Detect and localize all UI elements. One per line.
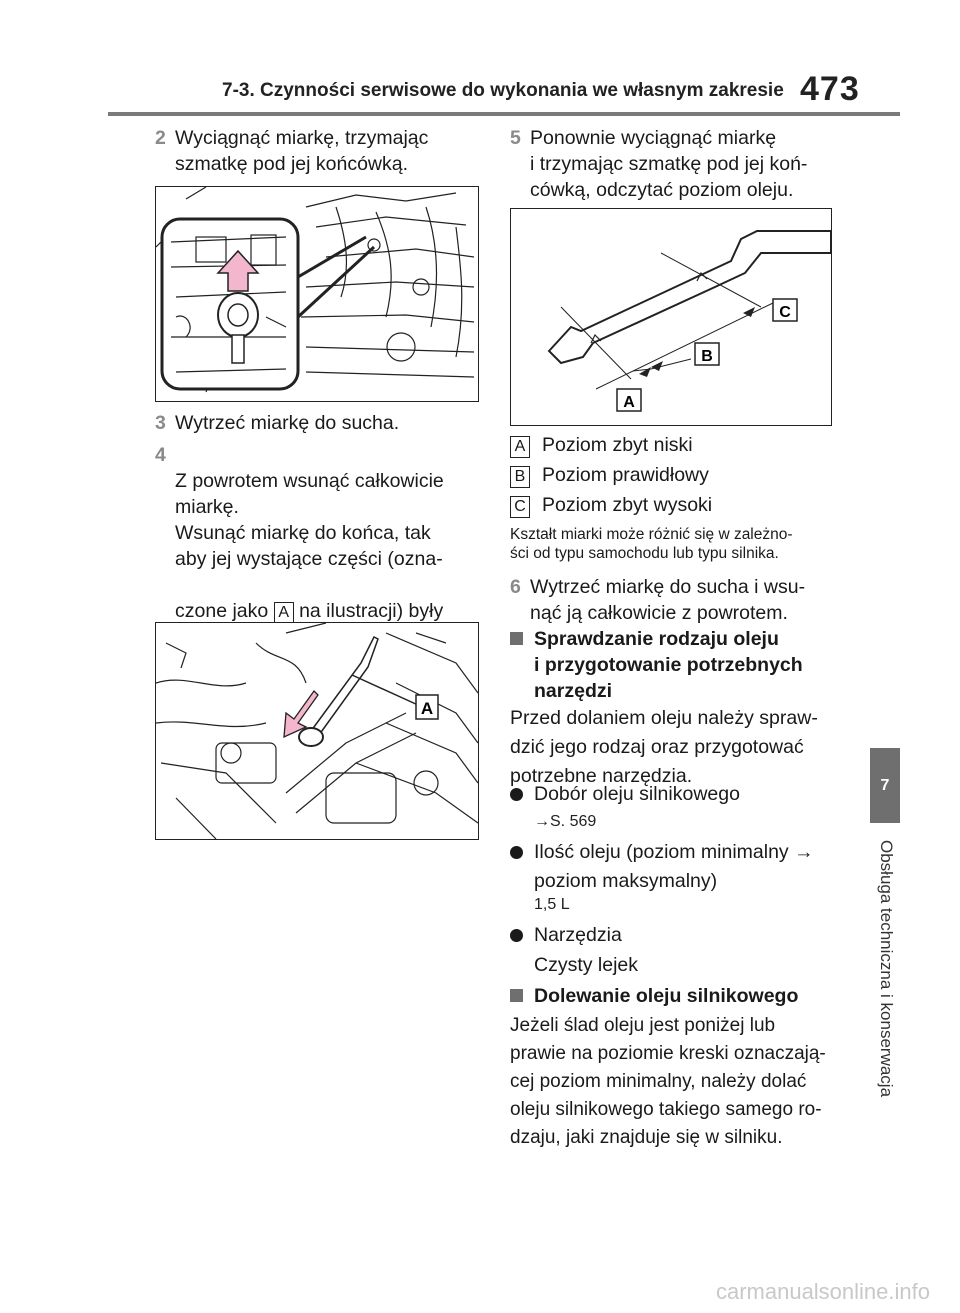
tools-value: Czysty lejek	[534, 954, 639, 976]
bullet-icon	[510, 929, 523, 942]
step-text: Wyciągnąć miarkę, trzymając szmatkę pod jej końcówką.	[175, 127, 429, 175]
legend-item-c	[510, 494, 840, 520]
heading-text: Dolewanie oleju silnikowego	[534, 985, 799, 1007]
legend-text: Poziom zbyt niski	[542, 434, 693, 456]
figure-label-a: A	[623, 394, 635, 411]
dipstick-diagram	[511, 209, 831, 425]
heading-square-icon	[510, 632, 523, 645]
legend-text: Poziom prawidłowy	[542, 464, 709, 486]
oil-quantity-value: 1,5 L	[534, 896, 570, 913]
bullet-text: Ilość oleju (poziom minimalny → poziom maksymalny)	[534, 841, 814, 892]
bullet-text: Dobór oleju silnikowego	[534, 783, 740, 805]
step-text: Z powrotem wsunąć całkowicie miarkę. Wsunąć miarkę do końca, tak aby jej wystające części (ozna-	[175, 470, 444, 570]
step-number: 5	[510, 127, 521, 149]
header-divider	[108, 112, 900, 116]
step-3	[155, 410, 485, 438]
legend-key: A	[510, 436, 530, 458]
step-number: 6	[510, 576, 521, 598]
label-box-a: A	[274, 602, 294, 624]
paragraph-oil-adding: Jeżeli ślad oleju jest poniżej lub prawie na poziomie kreski oznaczają- cej poziom minimalny, należy dolać oleju silnikowego takiego samego ro- dzaju, jaki znajduje się w silniku.	[510, 1015, 826, 1148]
step-6	[510, 574, 840, 630]
figure-label-b: B	[701, 348, 713, 365]
step-number: 4	[155, 444, 166, 466]
step-number: 3	[155, 412, 166, 434]
bullet-text: Narzędzia	[534, 924, 622, 946]
bullet-icon	[510, 788, 523, 801]
chapter-side-label	[856, 840, 916, 1110]
bullet-tools	[510, 921, 840, 950]
engine-illustration	[156, 623, 478, 839]
step-number: 2	[155, 127, 166, 149]
chapter-tab: 7	[870, 748, 900, 823]
paragraph-preparation: Przed dolaniem oleju należy spraw- dzić jego rodzaj oraz przygotować potrzebne narzędzia.	[510, 707, 818, 787]
legend-text: Poziom zbyt wysoki	[542, 494, 713, 516]
step-4	[155, 442, 485, 622]
page-reference: →S. 569	[534, 813, 597, 830]
note-text: Kształt miarki może różnić się w zależno- ści od typu samochodu lub typu silnika.	[510, 526, 793, 562]
legend-key: C	[510, 496, 530, 518]
figure-label-c: C	[779, 304, 791, 321]
step-text: Wytrzeć miarkę do sucha i wsu- nąć ją całkowicie z powrotem.	[530, 576, 806, 624]
section-heading-oil-adding	[510, 983, 840, 1011]
section-title: 7-3. Czynności serwisowe do wykonania we własnym zakresie	[222, 80, 784, 101]
engine-illustration	[156, 187, 478, 401]
step-text-inline: czone jako A na ilustracji) były	[175, 600, 444, 622]
watermark: carmanualsonline.info	[715, 1279, 930, 1304]
bullet-oil-selection	[510, 780, 840, 809]
bullet-oil-quantity	[510, 838, 840, 896]
heading-square-icon	[510, 989, 523, 1002]
legend-key: B	[510, 466, 530, 488]
figure-dipstick-insertion	[155, 622, 479, 840]
figure-dipstick-removal	[155, 186, 479, 402]
figure-dipstick-levels	[510, 208, 832, 426]
step-text: Ponownie wyciągnąć miarkę i trzymając szmatkę pod jej koń- cówką, odczytać poziom oleju.	[530, 127, 808, 201]
step-2	[155, 125, 485, 181]
page-number: 473	[800, 70, 860, 108]
figure-label-a: A	[420, 699, 434, 718]
heading-text: Sprawdzanie rodzaju oleju i przygotowanie potrzebnych narzędzi	[534, 628, 803, 702]
legend-item-b	[510, 464, 840, 490]
step-5	[510, 125, 840, 207]
section-heading-oil-check	[510, 626, 840, 706]
chapter-title: Obsługa techniczna i konserwacja	[877, 840, 896, 1098]
legend-item-a	[510, 434, 840, 460]
bullet-icon	[510, 846, 523, 859]
step-text: Wytrzeć miarkę do sucha.	[175, 412, 400, 434]
